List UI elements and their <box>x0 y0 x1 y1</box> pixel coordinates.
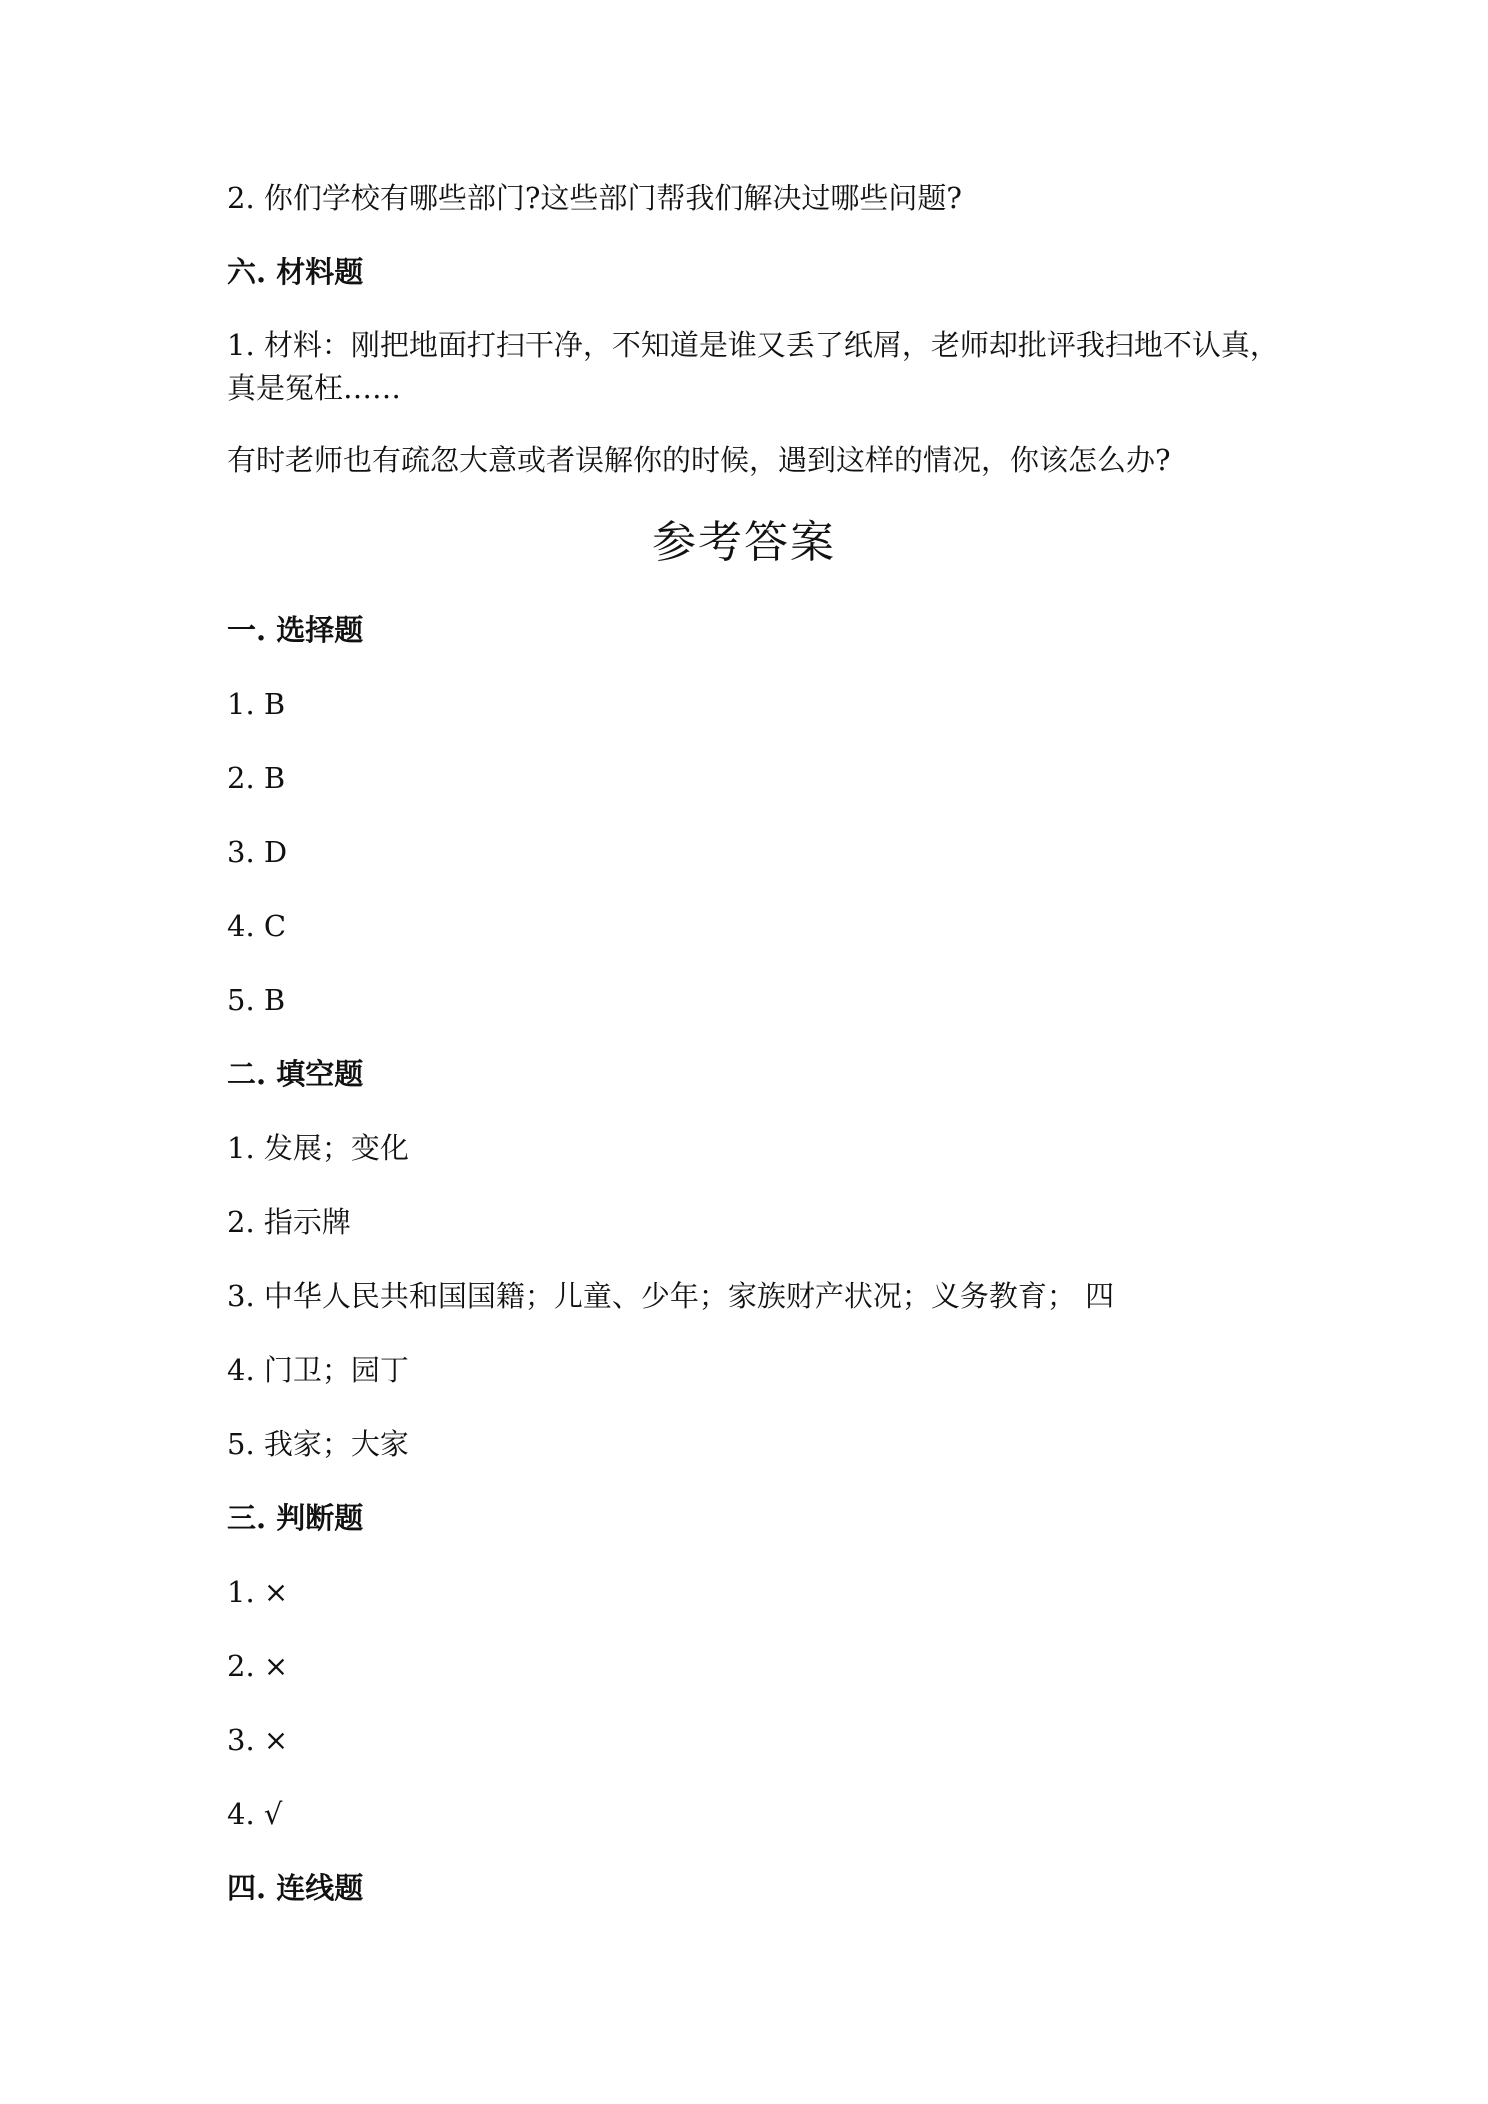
section-heading-material: 六. 材料题 <box>227 255 364 289</box>
answer-fill-4: 4. 门卫；园丁 <box>227 1353 409 1387</box>
answer-key-title: 参考答案 <box>652 517 836 568</box>
answer-judge-3: 3. × <box>227 1723 289 1757</box>
answer-choice-1: 1. B <box>227 687 286 721</box>
question-5-2: 2. 你们学校有哪些部门?这些部门帮我们解决过哪些问题? <box>227 181 962 215</box>
question-6-1-line-2: 真是冤枉…… <box>227 371 402 405</box>
section-heading-judge: 三. 判断题 <box>227 1501 364 1535</box>
section-heading-match: 四. 连线题 <box>227 1871 364 1905</box>
answer-choice-5: 5. B <box>227 983 286 1017</box>
answer-fill-3: 3. 中华人民共和国国籍；儿童、少年；家族财产状况；义务教育； 四 <box>227 1279 1115 1313</box>
answer-choice-4: 4. C <box>227 909 287 943</box>
question-6-1-prompt: 有时老师也有疏忽大意或者误解你的时候，遇到这样的情况，你该怎么办? <box>227 443 1171 477</box>
question-6-1-line-1: 1. 材料：刚把地面打扫干净，不知道是谁又丢了纸屑，老师却批评我扫地不认真， <box>227 328 1279 362</box>
answer-judge-4: 4. √ <box>227 1797 283 1831</box>
answer-fill-2: 2. 指示牌 <box>227 1205 351 1239</box>
answer-choice-3: 3. D <box>227 835 288 869</box>
answer-choice-2: 2. B <box>227 761 286 795</box>
answer-fill-5: 5. 我家；大家 <box>227 1427 409 1461</box>
section-heading-fill: 二. 填空题 <box>227 1057 364 1091</box>
answer-judge-2: 2. × <box>227 1649 289 1683</box>
answer-judge-1: 1. × <box>227 1575 289 1609</box>
answer-fill-1: 1. 发展；变化 <box>227 1131 409 1165</box>
section-heading-choice: 一. 选择题 <box>227 613 364 647</box>
